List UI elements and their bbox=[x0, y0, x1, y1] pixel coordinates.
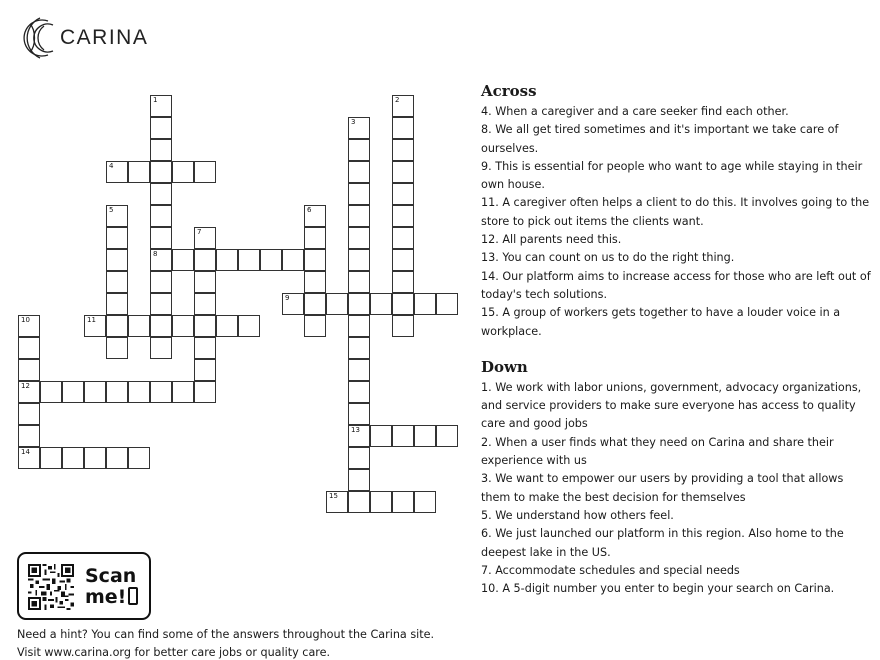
grid-cell[interactable] bbox=[392, 491, 414, 513]
grid-cell[interactable] bbox=[18, 381, 40, 403]
across-clue: 12. All parents need this. bbox=[481, 233, 622, 247]
clue-number: 14 bbox=[21, 448, 30, 456]
grid-cell[interactable] bbox=[194, 293, 216, 315]
grid-cell[interactable] bbox=[392, 117, 414, 139]
grid-cell[interactable] bbox=[106, 315, 128, 337]
phone-icon bbox=[128, 587, 138, 605]
grid-cell[interactable] bbox=[18, 447, 40, 469]
footer-hint bbox=[17, 626, 434, 660]
clue-number: 4 bbox=[109, 162, 114, 170]
clue-number: 1 bbox=[153, 96, 158, 104]
grid-cell[interactable] bbox=[348, 117, 370, 139]
brand-name: CARINA bbox=[60, 26, 149, 49]
grid-cell[interactable] bbox=[106, 249, 128, 271]
grid-cell[interactable] bbox=[106, 293, 128, 315]
grid-cell[interactable] bbox=[128, 381, 150, 403]
hint-line-2: Visit www.carina.org for better care jobs or quality care. bbox=[17, 646, 331, 659]
qr-code-icon bbox=[28, 564, 74, 610]
grid-cell[interactable] bbox=[348, 337, 370, 359]
grid-cell[interactable] bbox=[392, 95, 414, 117]
grid-cell[interactable] bbox=[128, 161, 150, 183]
grid-cell[interactable] bbox=[304, 315, 326, 337]
grid-cell[interactable] bbox=[348, 447, 370, 469]
down-clue: 6. We just launched our platform in this region. Also home to the deepest lake in the US. bbox=[481, 527, 844, 559]
scan-me-label bbox=[85, 566, 138, 608]
clue-number: 7 bbox=[197, 228, 202, 236]
grid-cell[interactable] bbox=[216, 315, 238, 337]
grid-cell[interactable] bbox=[40, 381, 62, 403]
me-label: me! bbox=[85, 586, 127, 608]
grid-cell[interactable] bbox=[348, 293, 370, 315]
grid-cell[interactable] bbox=[392, 139, 414, 161]
grid-cell[interactable] bbox=[348, 403, 370, 425]
grid-cell[interactable] bbox=[282, 249, 304, 271]
grid-cell[interactable] bbox=[348, 271, 370, 293]
grid-cell[interactable] bbox=[414, 491, 436, 513]
grid-cell[interactable] bbox=[106, 271, 128, 293]
across-clue: 11. A caregiver often helps a client to do this. It involves going to the store to pick out items the clients want. bbox=[481, 196, 870, 228]
grid-cell[interactable] bbox=[18, 359, 40, 381]
clue-number: 6 bbox=[307, 206, 312, 214]
across-clue: 14. Our platform aims to increase access for those who are left out of today's tech solutions. bbox=[481, 269, 871, 301]
grid-cell[interactable] bbox=[370, 293, 392, 315]
grid-cell[interactable] bbox=[304, 293, 326, 315]
grid-cell[interactable] bbox=[282, 293, 304, 315]
grid-cell[interactable] bbox=[392, 227, 414, 249]
down-clue-list bbox=[481, 379, 871, 599]
grid-cell[interactable] bbox=[18, 403, 40, 425]
grid-cell[interactable] bbox=[348, 139, 370, 161]
grid-cell[interactable] bbox=[348, 227, 370, 249]
grid-cell[interactable] bbox=[150, 139, 172, 161]
grid-cell[interactable] bbox=[194, 227, 216, 249]
grid-cell[interactable] bbox=[150, 315, 172, 337]
grid-cell[interactable] bbox=[40, 447, 62, 469]
grid-cell[interactable] bbox=[128, 447, 150, 469]
grid-cell[interactable] bbox=[18, 315, 40, 337]
grid-cell[interactable] bbox=[150, 227, 172, 249]
grid-cell[interactable] bbox=[194, 271, 216, 293]
grid-cell[interactable] bbox=[150, 337, 172, 359]
grid-cell[interactable] bbox=[326, 491, 348, 513]
down-heading: Down bbox=[481, 357, 528, 376]
clue-number: 10 bbox=[21, 316, 30, 324]
grid-cell[interactable] bbox=[216, 249, 238, 271]
grid-cell[interactable] bbox=[326, 293, 348, 315]
grid-cell[interactable] bbox=[106, 337, 128, 359]
across-clue: 8. We all get tired sometimes and it's important we take care of ourselves. bbox=[481, 123, 839, 155]
grid-cell[interactable] bbox=[238, 249, 260, 271]
across-clue: 13. You can count on us to do the right thing. bbox=[481, 251, 735, 265]
grid-cell[interactable] bbox=[392, 183, 414, 205]
hint-line-1: Need a hint? You can find some of the answers throughout the Carina site. bbox=[17, 628, 435, 641]
grid-cell[interactable] bbox=[260, 249, 282, 271]
clue-number: 11 bbox=[87, 316, 96, 324]
grid-cell[interactable] bbox=[194, 249, 216, 271]
grid-cell[interactable] bbox=[150, 271, 172, 293]
clue-number: 2 bbox=[395, 96, 400, 104]
grid-cell[interactable] bbox=[128, 315, 150, 337]
grid-cell[interactable] bbox=[150, 205, 172, 227]
grid-cell[interactable] bbox=[348, 491, 370, 513]
grid-cell[interactable] bbox=[304, 227, 326, 249]
grid-cell[interactable] bbox=[414, 293, 436, 315]
grid-cell[interactable] bbox=[106, 381, 128, 403]
grid-cell[interactable] bbox=[18, 337, 40, 359]
grid-cell[interactable] bbox=[392, 425, 414, 447]
grid-cell[interactable] bbox=[370, 425, 392, 447]
scan-me-badge[interactable] bbox=[17, 552, 151, 620]
clue-number: 8 bbox=[153, 250, 158, 258]
grid-cell[interactable] bbox=[172, 249, 194, 271]
grid-cell[interactable] bbox=[150, 117, 172, 139]
grid-cell[interactable] bbox=[348, 425, 370, 447]
grid-cell[interactable] bbox=[150, 249, 172, 271]
grid-cell[interactable] bbox=[150, 293, 172, 315]
grid-cell[interactable] bbox=[304, 249, 326, 271]
across-heading: Across bbox=[481, 82, 537, 100]
grid-cell[interactable] bbox=[150, 183, 172, 205]
grid-cell[interactable] bbox=[106, 205, 128, 227]
grid-cell[interactable] bbox=[348, 249, 370, 271]
down-clue: 2. When a user finds what they need on Carina and share their experience with us bbox=[481, 435, 834, 468]
grid-cell[interactable] bbox=[392, 161, 414, 183]
across-clue: 15. A group of workers gets together to have a louder voice in a workplace. bbox=[481, 306, 841, 338]
clue-number: 12 bbox=[21, 382, 30, 390]
down-clue: 1. We work with labor unions, government, advocacy organizations, and service providers to make sure everyone has access to quality care and good jobs bbox=[481, 380, 862, 431]
grid-cell[interactable] bbox=[62, 447, 84, 469]
grid-cell[interactable] bbox=[348, 469, 370, 491]
clue-number: 3 bbox=[351, 118, 356, 126]
grid-cell[interactable] bbox=[194, 359, 216, 381]
grid-cell[interactable] bbox=[62, 381, 84, 403]
grid-cell[interactable] bbox=[348, 381, 370, 403]
grid-cell[interactable] bbox=[238, 315, 260, 337]
grid-cell[interactable] bbox=[106, 447, 128, 469]
grid-cell[interactable] bbox=[84, 381, 106, 403]
grid-cell[interactable] bbox=[392, 249, 414, 271]
across-clue-list bbox=[481, 103, 871, 341]
grid-cell[interactable] bbox=[194, 161, 216, 183]
grid-cell[interactable] bbox=[392, 293, 414, 315]
grid-cell[interactable] bbox=[304, 205, 326, 227]
down-clue: 7. Accommodate schedules and special needs bbox=[481, 563, 740, 577]
grid-cell[interactable] bbox=[84, 447, 106, 469]
grid-cell[interactable] bbox=[348, 183, 370, 205]
grid-cell[interactable] bbox=[392, 271, 414, 293]
grid-cell[interactable] bbox=[348, 359, 370, 381]
clue-number: 5 bbox=[109, 206, 114, 214]
grid-cell[interactable] bbox=[18, 425, 40, 447]
down-clue: 5. We understand how others feel. bbox=[481, 508, 674, 522]
grid-cell[interactable] bbox=[392, 315, 414, 337]
grid-cell[interactable] bbox=[150, 161, 172, 183]
grid-cell[interactable] bbox=[304, 271, 326, 293]
grid-cell[interactable] bbox=[348, 161, 370, 183]
grid-cell[interactable] bbox=[348, 205, 370, 227]
clues-panel bbox=[481, 82, 871, 598]
grid-cell[interactable] bbox=[392, 205, 414, 227]
grid-cell[interactable] bbox=[84, 315, 106, 337]
across-clue: 9. This is essential for people who want to age while staying in their own house. bbox=[481, 159, 863, 192]
grid-cell[interactable] bbox=[150, 381, 172, 403]
grid-cell[interactable] bbox=[172, 381, 194, 403]
grid-cell[interactable] bbox=[172, 161, 194, 183]
scan-label: Scan bbox=[85, 565, 137, 587]
grid-cell[interactable] bbox=[370, 491, 392, 513]
grid-cell[interactable] bbox=[106, 161, 128, 183]
grid-cell[interactable] bbox=[172, 315, 194, 337]
clue-number: 15 bbox=[329, 492, 338, 500]
grid-cell[interactable] bbox=[436, 425, 458, 447]
grid-cell[interactable] bbox=[106, 227, 128, 249]
grid-cell[interactable] bbox=[194, 381, 216, 403]
grid-cell[interactable] bbox=[150, 95, 172, 117]
grid-cell[interactable] bbox=[194, 337, 216, 359]
grid-cell[interactable] bbox=[348, 315, 370, 337]
clue-number: 9 bbox=[285, 294, 290, 302]
grid-cell[interactable] bbox=[414, 425, 436, 447]
clue-number: 13 bbox=[351, 426, 360, 434]
grid-cell[interactable] bbox=[436, 293, 458, 315]
across-clue: 4. When a caregiver and a care seeker find each other. bbox=[481, 105, 789, 118]
grid-cell[interactable] bbox=[194, 315, 216, 337]
down-clue: 3. We want to empower our users by providing a tool that allows them to make the best decision for themselves bbox=[481, 472, 844, 504]
crossword-grid bbox=[0, 0, 470, 530]
down-clue: 10. A 5-digit number you enter to begin your search on Carina. bbox=[481, 582, 835, 596]
